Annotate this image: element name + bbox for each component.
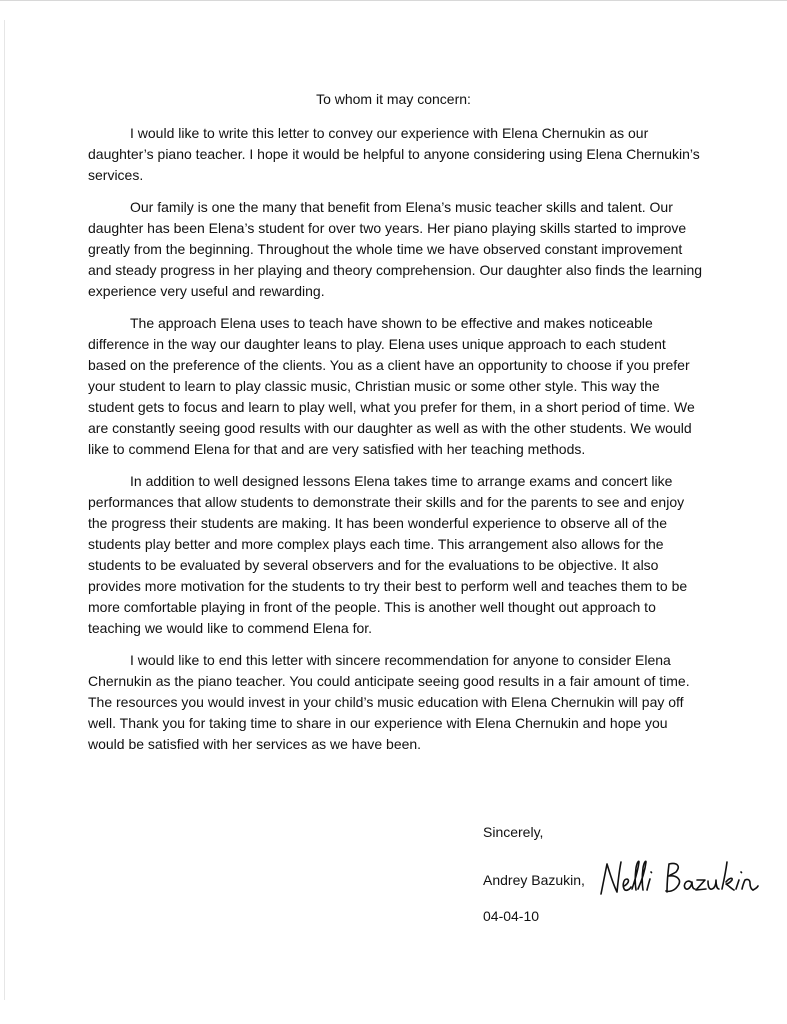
paragraph-intro: I would like to write this letter to convey our experience with Elena Chernukin as our daughter’s piano teacher. I hope it would be helpful to anyone considering using Elena Chernukin’s services. <box>88 125 700 183</box>
paragraph-performances: In addition to well designed lessons Elena takes time to arrange exams and concert like performances that allow students to demonstrate their skills and for the parents to see and enjoy the progress their students are making. It has been wonderful experience to observe all of the students play better and more complex plays each time. This arrangement also allows for the students to be evaluated by several observers and for the evaluations to be objective. It also provides more motivation for the students to try their best to perform well and teaches them to be more comfortable playing in front of the people. This is another well thought out approach to teaching we would like to commend Elena for. <box>88 473 688 636</box>
scan-edge-top <box>0 0 787 1</box>
handwritten-signature <box>595 856 775 900</box>
letter-date: 04-04-10 <box>483 908 540 924</box>
closing-sincerely: Sincerely, <box>483 824 544 840</box>
signature-row <box>483 856 773 896</box>
letter-body <box>88 123 706 766</box>
paragraph-recommendation: I would like to end this letter with sincere recommendation for anyone to consider Elena Chernukin as the piano teacher. You could anticipate seeing good results in a fair amount of time. The resources you would invest in your child’s music education with Elena Chernukin will pay off well. Thank you for taking time to share in our experience with Elena Chernukin and hope you would be satisfied with her services as we have been. <box>88 652 690 752</box>
closing-block <box>483 822 773 927</box>
paragraph-approach: The approach Elena uses to teach have shown to be effective and makes noticeable difference in the way our daughter leans to play. Elena uses unique approach to each student based on the preference of the clients. You as a client have an opportunity to choose if you prefer your student to learn to play classic music, Christian music or some other style. This way the student gets to focus and learn to play well, what you prefer for them, in a short period of time. We are constantly seeing good results with our daughter as well as with the other students. We would like to commend Elena for that and are very satisfied with her teaching methods. <box>88 315 695 457</box>
scan-edge-left <box>4 20 5 1000</box>
signer-name: Andrey Bazukin, <box>483 872 585 888</box>
salutation: To whom it may concern: <box>316 91 471 107</box>
signature-drawing <box>595 856 775 900</box>
paragraph-family: Our family is one the many that benefit from Elena’s music teacher skills and talent. Our daughter has been Elena’s student for over two years. Her piano playing skills started to improve greatly from the beginning. Throughout the whole time we have observed constant improvement and steady progress in her playing and theory comprehension. Our daughter also finds the learning experience very useful and rewarding. <box>88 199 703 299</box>
